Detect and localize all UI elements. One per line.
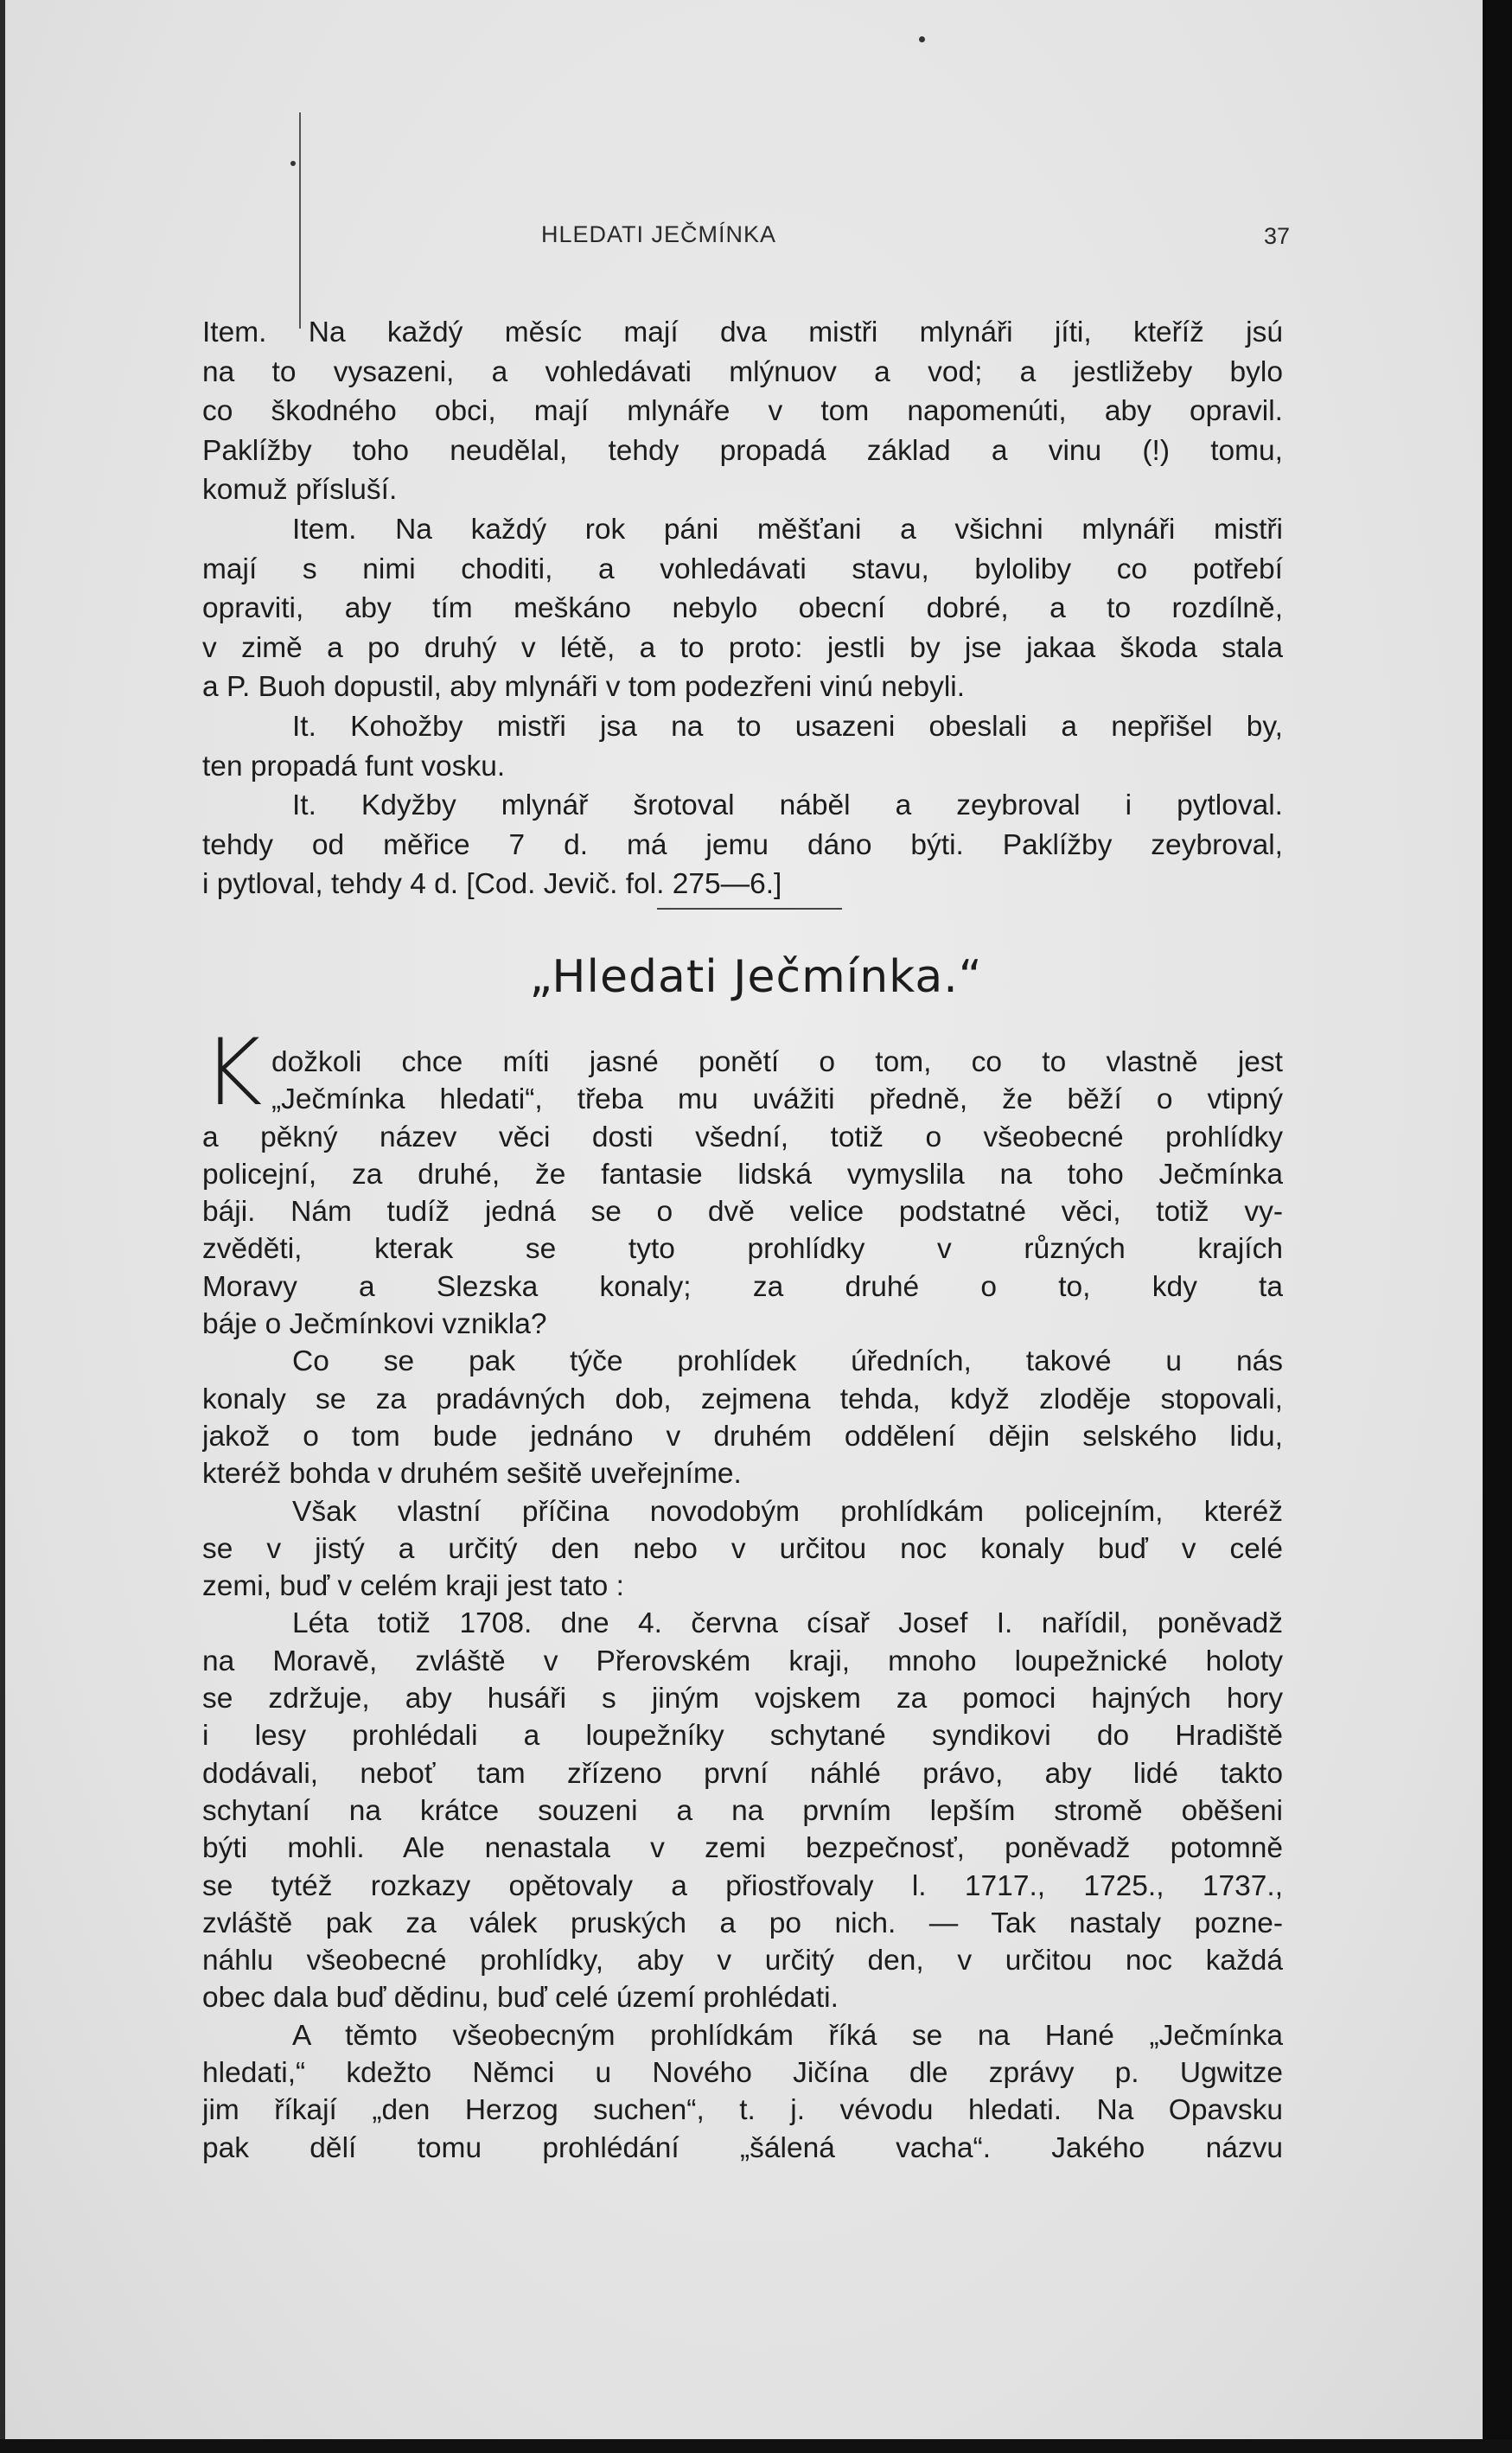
text-line: pak dělí tomu prohlédání „šálená vacha“. Jakého názvu [202,2131,1283,2164]
text-line: a P. Buoh dopustil, aby mlynáři v tom podezřeni vinú nebyli. [202,671,966,704]
running-head [0,221,1512,251]
text-line: dodávali, neboť tam zřízeno první náhlé právo, aby lidé takto [202,1757,1283,1790]
text-line: ten propadá funt vosku. [202,750,506,783]
text-line: se tytéž rozkazy opětovaly a přiostřovaly l. 1717., 1725., 1737., [202,1869,1283,1902]
text-line: i pytloval, tehdy 4 d. [Cod. Jevič. fol. 275—6.] [202,868,782,901]
scan-edge-right [1483,0,1512,2453]
section-jecminka-article [202,1044,1283,2167]
dust-speck [919,36,925,42]
text-line: Léta totiž 1708. dne 4. června císař Josef I. nařídil, poněvadž [292,1607,1283,1640]
text-line: v zimě a po druhý v létě, a to proto: jestli by jse jakaa škoda stala [202,631,1283,664]
text-line: obec dala buď dědinu, buď celé území prohlédati. [202,1982,839,2015]
text-line: na to vysazeni, a vohledávati mlýnuov a vod; a jestližeby bylo [202,355,1283,388]
dust-speck [290,161,296,166]
section-divider-rule [657,908,842,910]
scan-edge-left [0,0,5,2453]
text-line: schytaní na krátce souzeni a na prvním lepším stromě oběšeni [202,1794,1283,1827]
text-line: zvláště pak za válek pruských a po nich. — Tak nastaly pozne- [202,1907,1283,1939]
text-line: zvěděti, kterak se tyto prohlídky v různých krajích [202,1233,1283,1266]
text-line: zemi, buď v celém kraji jest tato : [202,1570,624,1603]
text-line: It. Kohožby mistři jsa na to usazeni obeslali a nepřišel by, [292,710,1283,743]
text-line: báje o Ječmínkovi vznikla? [202,1308,547,1341]
drop-cap: K [202,1019,263,1126]
text-line: co škodného obci, mají mlynáře v tom napomenúti, aby opravil. [202,395,1283,428]
text-line: náhlu všeobecné prohlídky, aby v určitý den, v určitou noc každá [202,1945,1283,1977]
text-line: se v jistý a určitý den nebo v určitou noc konaly buď v celé [202,1532,1283,1565]
text-line: dožkoli chce míti jasné ponětí o tom, co to vlastně jest [271,1046,1283,1078]
text-line: Item. Na každý měsíc mají dva mistři mlynáři jíti, kteříž jsú [202,316,1283,348]
text-line: kteréž bohda v druhém sešitě uveřejníme. [202,1458,742,1491]
scan-edge-bottom [0,2439,1512,2453]
page-number: 37 [1264,223,1291,249]
text-line: A těmto všeobecným prohlídkám říká se na Hané „Ječmínka [292,2019,1283,2052]
text-line: Co se pak týče prohlídek úředních, takové u nás [292,1345,1283,1378]
text-line: hledati,“ kdežto Němci u Nového Jičína dle zprávy p. Ugwitze [202,2057,1283,2090]
text-line: policejní, za druhé, že fantasie lidská vymyslila na toho Ječmínka [202,1158,1283,1191]
text-line: jakož o tom bude jednáno v druhém oddělení dějin selského lidu, [202,1420,1283,1453]
running-head-title: HLEDATI JEČMÍNKA [541,221,777,247]
text-line: Paklížby toho neudělal, tehdy propadá základ a vinu (!) tomu, [202,434,1283,467]
text-line: Však vlastní příčina novodobým prohlídkám policejním, kteréž [292,1495,1283,1528]
text-line: báji. Nám tudíž jedná se o dvě velice podstatné věci, totiž vy- [202,1196,1283,1229]
article-heading: „Hledati Ječmínka.“ [529,951,983,1003]
text-line: Item. Na každý rok páni měšťani a všichni mlynáři mistři [292,513,1283,546]
text-line: Moravy a Slezska konaly; za druhé o to, kdy ta [202,1270,1283,1303]
text-line: jim říkají „den Herzog suchen“, t. j. vévodu hledati. Na Opavsku [202,2094,1283,2127]
section-mill-regulations [202,313,1283,904]
text-line: mají s nimi choditi, a vohledávati stavu, byloliby co potřebí [202,553,1283,585]
text-line: „Ječmínka hledati“, třeba mu uvážiti předně, že běží o vtipný [271,1083,1283,1116]
text-line: býti mohli. Ale nenastala v zemi bezpečnosť, poněvadž potomně [202,1832,1283,1865]
text-line: konaly se za pradávných dob, zejmena tehda, když zloděje stopovali, [202,1383,1283,1415]
binding-fold-line [299,112,301,329]
text-line: It. Kdyžby mlynář šrotoval náběl a zeybroval i pytloval. [292,789,1283,822]
text-line: se zdržuje, aby husáři s jiným vojskem za pomoci hajných hory [202,1683,1283,1715]
text-line: komuž přísluší. [202,474,398,507]
text-line: a pěkný název věci dosti všední, totiž o všeobecné prohlídky [202,1121,1283,1153]
text-line: i lesy prohlédali a loupežníky schytané syndikovi do Hradiště [202,1720,1283,1753]
text-line: tehdy od měřice 7 d. má jemu dáno býti. Paklížby zeybroval, [202,828,1283,861]
text-line: opraviti, aby tím meškáno nebylo obecní dobré, a to rozdílně, [202,592,1283,625]
text-line: na Moravě, zvláště v Přerovském kraji, mnoho loupežnické holoty [202,1645,1283,1677]
